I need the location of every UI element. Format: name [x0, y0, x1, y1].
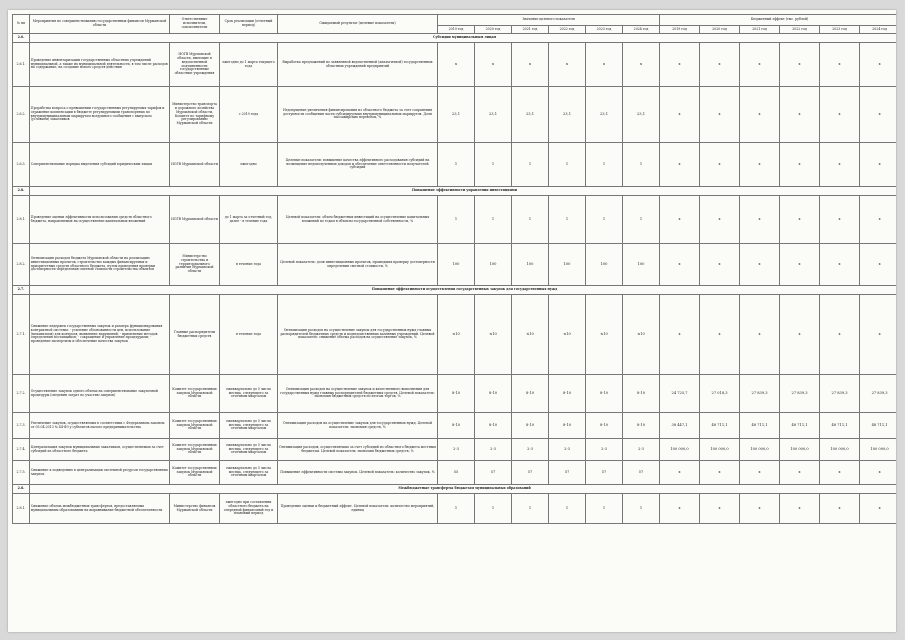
effect-value-cell: x: [780, 196, 820, 244]
row-number: 2.7.5.: [13, 461, 30, 485]
effect-value-cell: 27 839,3: [820, 375, 860, 413]
header-effect-group: Бюджетный эффект (тыс. рублей): [660, 15, 896, 26]
target-value-cell: 1: [586, 196, 623, 244]
target-value-cell: 8-10: [549, 413, 586, 439]
target-value-cell: 8-10: [623, 413, 660, 439]
target-value-cell: ≤10: [586, 295, 623, 375]
header-effect-year: 2024 год: [860, 26, 896, 34]
effect-value-cell: x: [660, 143, 700, 187]
effect-value-cell: x: [820, 494, 860, 524]
responsible-text: Главные распорядители бюджетных средств: [170, 295, 220, 375]
target-value-cell: 100: [549, 244, 586, 286]
target-value-cell: 57: [586, 461, 623, 485]
header-effect-year: 2021 год: [740, 26, 780, 34]
target-value-cell: 1: [475, 143, 512, 187]
header-target-year: 2023 год: [586, 26, 623, 34]
expected-result-text: Оптимизация расходов, осуществляемых за счет субсидий из областного бюджета местным бюджетам. Целевой показатель: экономия бюджетных средств, %: [278, 439, 438, 461]
target-value-cell: 1: [438, 196, 475, 244]
effect-value-cell: x: [740, 494, 780, 524]
expected-result-text: Недопущение увеличения финансирования из областного бюджета за счет сохранения доступности сообщения части субсидируемых внутримуниципальных маршрутов. Доля пассажирских перевозок, %: [278, 87, 438, 143]
effect-value-cell: x: [860, 244, 896, 286]
header-target-group: Значение целевого показателя: [438, 15, 660, 26]
responsible-text: Министерство финансов Мурманской области: [170, 494, 220, 524]
responsible-text: ИОГВ Мурманской области: [170, 196, 220, 244]
deadline-text: ежеквартально до 5 числа месяца, следующего за отчетным кварталом: [220, 439, 278, 461]
deadline-text: ежеквартально до 5 числа месяца, следующего за отчетным кварталом: [220, 461, 278, 485]
effect-value-cell: x: [820, 87, 860, 143]
target-value-cell: 8-10: [475, 375, 512, 413]
section-row: [13, 187, 897, 196]
measure-text: Проведение инвентаризации государственных областных учреждений муниципальной, а также их муниципальной деятельности, в том числе расходов на содержание, на создание нового средств действия: [30, 43, 170, 87]
row-number: 2.6.1.: [13, 43, 30, 87]
target-value-cell: 8-10: [549, 375, 586, 413]
effect-value-cell: x: [660, 461, 700, 485]
target-value-cell: 23,1: [438, 87, 475, 143]
measure-text: Снижение издержек государственных закупок и размера функционирования контрактной системы: - усиление обоснованности цен, использование (механизмов) для контроля, выявление нарушений; - применение методов определения поставщиков; - сокращение и управление процедурами; - проведение экспертизы и обеспечение качества закупок: [30, 295, 170, 375]
effect-value-cell: 27 839,3: [860, 375, 896, 413]
section-title: Повышение эффективности управления инвестициями: [30, 187, 897, 196]
expected-result-text: Оптимизация расходов на осуществление закупок и качественного выполнения для государственных нужд главных распорядителей бюджетных средств. Целевой показатель: экономия бюджетных средств по итогам торгов, %: [278, 375, 438, 413]
table-row: [13, 295, 897, 375]
target-value-cell: ≤10: [475, 295, 512, 375]
target-value-cell: 2-3: [623, 439, 660, 461]
effect-value-cell: x: [700, 494, 740, 524]
table-row: [13, 143, 897, 187]
effect-value-cell: x: [660, 87, 700, 143]
expected-result-text: Оптимизация расходов на осуществление закупок для государственных нужд. Целевой показатель: экономия средств, %: [278, 413, 438, 439]
header-effect-year: 2023 год: [820, 26, 860, 34]
effect-value-cell: x: [820, 43, 860, 87]
target-value-cell: 57: [623, 461, 660, 485]
effect-value-cell: x: [740, 143, 780, 187]
target-value-cell: 1: [475, 494, 512, 524]
target-value-cell: 8-10: [512, 413, 549, 439]
section-row: [13, 286, 897, 295]
effect-value-cell: 48 711,1: [700, 413, 740, 439]
measure-text: Снижение объема межбюджетных трансфертов, предоставляемых муниципальным образованиям на выравнивание бюджетной обеспеченности: [30, 494, 170, 524]
responsible-text: Министерство строительства и территориального развития Мурманской области: [170, 244, 220, 286]
target-value-cell: x: [586, 43, 623, 87]
deadline-text: до 1 марта за отчетный год, далее - в течение года: [220, 196, 278, 244]
expected-result-text: Целевой показатель: объем бюджетных инвестиций на осуществление капитальных вложений по годам в объекты государственной собственности, %: [278, 196, 438, 244]
target-value-cell: 1: [512, 196, 549, 244]
target-value-cell: x: [623, 43, 660, 87]
target-value-cell: 2-3: [438, 439, 475, 461]
target-value-cell: ≤10: [623, 295, 660, 375]
target-value-cell: 8-10: [512, 375, 549, 413]
row-number: 2.8.2.: [13, 244, 30, 286]
table-row: [13, 375, 897, 413]
target-value-cell: 1: [586, 143, 623, 187]
target-value-cell: 1: [623, 196, 660, 244]
table-row: [13, 494, 897, 524]
effect-value-cell: x: [860, 494, 896, 524]
target-value-cell: 1: [623, 143, 660, 187]
effect-value-cell: x: [700, 143, 740, 187]
effect-value-cell: 100 000,0: [700, 439, 740, 461]
target-value-cell: 100: [438, 244, 475, 286]
effect-value-cell: 48 711,1: [820, 413, 860, 439]
target-value-cell: ≤10: [512, 295, 549, 375]
deadline-text: в течение года: [220, 295, 278, 375]
measure-text: Увеличение закупок, осуществляемых в соответствии с Федеральным законом от 05.04.2013 № 44-ФЗ у субъектов малого предпринимательства: [30, 413, 170, 439]
effect-value-cell: 38 447,1: [660, 413, 700, 439]
effect-value-cell: x: [700, 295, 740, 375]
target-value-cell: 23,1: [549, 87, 586, 143]
target-value-cell: 100: [623, 244, 660, 286]
target-value-cell: 55: [438, 461, 475, 485]
section-title: Межбюджетные трансферты бюджетам муниципальных образований: [30, 485, 897, 494]
effect-value-cell: x: [740, 43, 780, 87]
header-deadline: Срок реализации (отчетный период): [220, 15, 278, 34]
target-value-cell: 1: [512, 143, 549, 187]
target-value-cell: ≤10: [438, 295, 475, 375]
responsible-text: Министерство транспорта и дорожного хозяйства Мурманской области, Комитет по тарифному регулированию Мурманской области: [170, 87, 220, 143]
responsible-text: Комитет государственных закупок Мурманской области: [170, 461, 220, 485]
target-value-cell: 2-3: [512, 439, 549, 461]
target-value-cell: ≤10: [549, 295, 586, 375]
section-number: 2.8.: [13, 187, 30, 196]
effect-value-cell: 27 839,3: [740, 375, 780, 413]
target-value-cell: 100: [586, 244, 623, 286]
effect-value-cell: 100 000,0: [860, 439, 896, 461]
section-row: [13, 485, 897, 494]
table-row: [13, 196, 897, 244]
deadline-text: ежегодно при составлении областного бюджета на очередной финансовый год и плановый период: [220, 494, 278, 524]
target-value-cell: x: [438, 43, 475, 87]
target-value-cell: 23,1: [623, 87, 660, 143]
effect-value-cell: x: [780, 494, 820, 524]
effect-value-cell: x: [660, 244, 700, 286]
expected-result-text: Целевой показатель: доля инвестиционных проектов, прошедших проверку достоверности определения сметной стоимости, %: [278, 244, 438, 286]
row-number: 2.6.3.: [13, 143, 30, 187]
effect-value-cell: 100 000,0: [780, 439, 820, 461]
expected-result-text: Оптимизация расходов на осуществление закупок для государственных нужд главных распорядителей бюджетных средств и подведомственных казенных учреждений. Целевой показатель: снижение объема расходов на осуществление закупок, %: [278, 295, 438, 375]
effect-value-cell: x: [700, 461, 740, 485]
target-value-cell: 2-3: [586, 439, 623, 461]
target-value-cell: x: [512, 43, 549, 87]
target-value-cell: x: [549, 43, 586, 87]
target-value-cell: 1: [586, 494, 623, 524]
expected-result-text: Целевые показатели: повышение качества эффективного расходования субсидий на возмещение недополученных доходов и обеспечение ответственности получателей субсидий: [278, 143, 438, 187]
target-value-cell: 1: [512, 494, 549, 524]
header-target-year: 2020 год: [475, 26, 512, 34]
target-value-cell: 23,1: [586, 87, 623, 143]
expected-result-text: Проведение оценки и бюджетный эффект. Целевой показатель: количество мероприятий, единиц: [278, 494, 438, 524]
target-value-cell: 8-10: [586, 413, 623, 439]
target-value-cell: 8-10: [438, 413, 475, 439]
effect-value-cell: x: [820, 143, 860, 187]
target-value-cell: 8-10: [438, 375, 475, 413]
target-value-cell: 2-3: [475, 439, 512, 461]
effect-value-cell: 48 711,1: [780, 413, 820, 439]
table-row: [13, 87, 897, 143]
section-title: Повышение эффективности осуществления государственных закупок для государственных нужд: [30, 286, 897, 295]
responsible-text: ИОГВ Мурманской области, имеющие в ведомственной подчиненности государственные областные учреждения: [170, 43, 220, 87]
effect-value-cell: x: [660, 43, 700, 87]
effect-value-cell: x: [860, 196, 896, 244]
deadline-text: ежеквартально до 5 числа месяца, следующего за отчетным кварталом: [220, 413, 278, 439]
section-number: 2.8.: [13, 485, 30, 494]
effect-value-cell: x: [780, 43, 820, 87]
effect-value-cell: x: [860, 87, 896, 143]
header-target-year: 2022 год: [549, 26, 586, 34]
header-expected: Ожидаемый результат (целевые показатели): [278, 15, 438, 34]
header-effect-year: 2019 год: [660, 26, 700, 34]
measure-text: Оптимизация расходов бюджета Мурманской области на реализацию инвестиционных проектов, строительство каждых финансируемых и приоритетных средств областного бюджета, путем проведения проверки достоверности определения сметной стоимости строительства объектов: [30, 244, 170, 286]
effect-value-cell: x: [740, 461, 780, 485]
row-number: 2.7.1.: [13, 295, 30, 375]
row-number: 2.6.2.: [13, 87, 30, 143]
target-value-cell: x: [475, 43, 512, 87]
effect-value-cell: x: [660, 196, 700, 244]
target-value-cell: 100: [512, 244, 549, 286]
measures-table: [12, 14, 896, 524]
effect-value-cell: 100 000,0: [820, 439, 860, 461]
effect-value-cell: 100 000,0: [740, 439, 780, 461]
target-value-cell: 1: [623, 494, 660, 524]
section-number: 2.7.: [13, 286, 30, 295]
effect-value-cell: x: [700, 196, 740, 244]
effect-value-cell: x: [820, 461, 860, 485]
effect-value-cell: x: [740, 87, 780, 143]
header-target-year: 2024 год: [623, 26, 660, 34]
effect-value-cell: x: [860, 461, 896, 485]
target-value-cell: 23,1: [512, 87, 549, 143]
section-number: 2.6.: [13, 34, 30, 43]
target-value-cell: 8-10: [623, 375, 660, 413]
effect-value-cell: x: [740, 295, 780, 375]
target-value-cell: 1: [549, 196, 586, 244]
expected-result-text: Повышение эффективности системы закупок. Целевой показатель: количество закупок, %: [278, 461, 438, 485]
measure-text: Совершенствование порядка выделения субсидий юридическим лицам: [30, 143, 170, 187]
effect-value-cell: x: [860, 43, 896, 87]
row-number: 2.8.1.: [13, 494, 30, 524]
effect-value-cell: 27 018,3: [700, 375, 740, 413]
responsible-text: Комитет государственных закупок Мурманской области: [170, 413, 220, 439]
table-row: [13, 461, 897, 485]
effect-value-cell: x: [860, 143, 896, 187]
deadline-text: в течение года: [220, 244, 278, 286]
effect-value-cell: 48 711,1: [860, 413, 896, 439]
target-value-cell: 1: [549, 143, 586, 187]
header-responsible: Ответственные исполнители, соисполнители: [170, 15, 220, 34]
effect-value-cell: x: [860, 295, 896, 375]
target-value-cell: 23,1: [475, 87, 512, 143]
deadline-text: ежеквартально до 5 числа месяца, следующего за отчетным кварталом: [220, 375, 278, 413]
deadline-text: с 2019 года: [220, 87, 278, 143]
document-sheet: [8, 10, 896, 632]
responsible-text: ИОГВ Мурманской области: [170, 143, 220, 187]
target-value-cell: 1: [549, 494, 586, 524]
effect-value-cell: x: [740, 196, 780, 244]
effect-value-cell: x: [740, 244, 780, 286]
header-effect-year: 2022 год: [780, 26, 820, 34]
effect-value-cell: 100 000,0: [660, 439, 700, 461]
effect-value-cell: x: [780, 143, 820, 187]
effect-value-cell: x: [780, 461, 820, 485]
target-value-cell: 8-10: [475, 413, 512, 439]
effect-value-cell: x: [820, 244, 860, 286]
row-number: 2.7.2.: [13, 375, 30, 413]
header-target-year: 2019 год: [438, 26, 475, 34]
effect-value-cell: x: [660, 494, 700, 524]
target-value-cell: 57: [475, 461, 512, 485]
effect-value-cell: 48 711,1: [740, 413, 780, 439]
row-number: 2.8.1.: [13, 196, 30, 244]
target-value-cell: 2-3: [549, 439, 586, 461]
measure-text: Снижение к подведению в централизации системной ресурсов государственных закупок: [30, 461, 170, 485]
deadline-text: ежегодно до 1 марта текущего года: [220, 43, 278, 87]
deadline-text: ежегодно: [220, 143, 278, 187]
table-row: [13, 439, 897, 461]
table-row: [13, 413, 897, 439]
effect-value-cell: x: [700, 43, 740, 87]
target-value-cell: 1: [475, 196, 512, 244]
header-effect-year: 2020 год: [700, 26, 740, 34]
effect-value-cell: 27 839,3: [780, 375, 820, 413]
measure-text: Проведение оценки эффективности использования средств областного бюджета, направляемых на осуществление капитальных вложений: [30, 196, 170, 244]
table-row: [13, 43, 897, 87]
effect-value-cell: x: [660, 295, 700, 375]
table-row: [13, 244, 897, 286]
header-target-year: 2021 год: [512, 26, 549, 34]
target-value-cell: 1: [438, 143, 475, 187]
effect-value-cell: x: [820, 295, 860, 375]
header-no: № пп: [13, 15, 30, 34]
responsible-text: Комитет государственных закупок Мурманской области: [170, 439, 220, 461]
row-number: 2.7.3.: [13, 413, 30, 439]
section-row: [13, 34, 897, 43]
effect-value-cell: 24 725,7: [660, 375, 700, 413]
expected-result-text: Выработка предложений по заявленной ведомственной (аналогичной) государственных областных учреждений предприятий: [278, 43, 438, 87]
header-measure: Мероприятия по совершенствованию государственных финансов Мурманской области: [30, 15, 170, 34]
effect-value-cell: x: [780, 295, 820, 375]
effect-value-cell: x: [780, 87, 820, 143]
target-value-cell: 8-10: [586, 375, 623, 413]
measure-text: Проработка вопроса о превышении государственных регулируемых тарифов и отражение компенсации в бюджете регулируемыми транспортных по внутримуниципальным маршрутам воздушного сообщения с выпуском (условием) заказчиков: [30, 87, 170, 143]
effect-value-cell: x: [780, 244, 820, 286]
effect-value-cell: x: [820, 196, 860, 244]
effect-value-cell: x: [700, 87, 740, 143]
measure-text: Централизация закупок муниципальных заказчиков, осуществляемых за счет субсидий из областного бюджета: [30, 439, 170, 461]
target-value-cell: 100: [475, 244, 512, 286]
measure-text: Осуществление закупок одного объема на совершенствование закупочной процедуры (сведения затрат по участию закупок): [30, 375, 170, 413]
target-value-cell: 57: [512, 461, 549, 485]
target-value-cell: 1: [438, 494, 475, 524]
row-number: 2.7.4.: [13, 439, 30, 461]
target-value-cell: 57: [549, 461, 586, 485]
responsible-text: Комитет государственных закупок Мурманской области: [170, 375, 220, 413]
section-title: Субсидии муниципальным лицам: [30, 34, 897, 43]
effect-value-cell: x: [700, 244, 740, 286]
